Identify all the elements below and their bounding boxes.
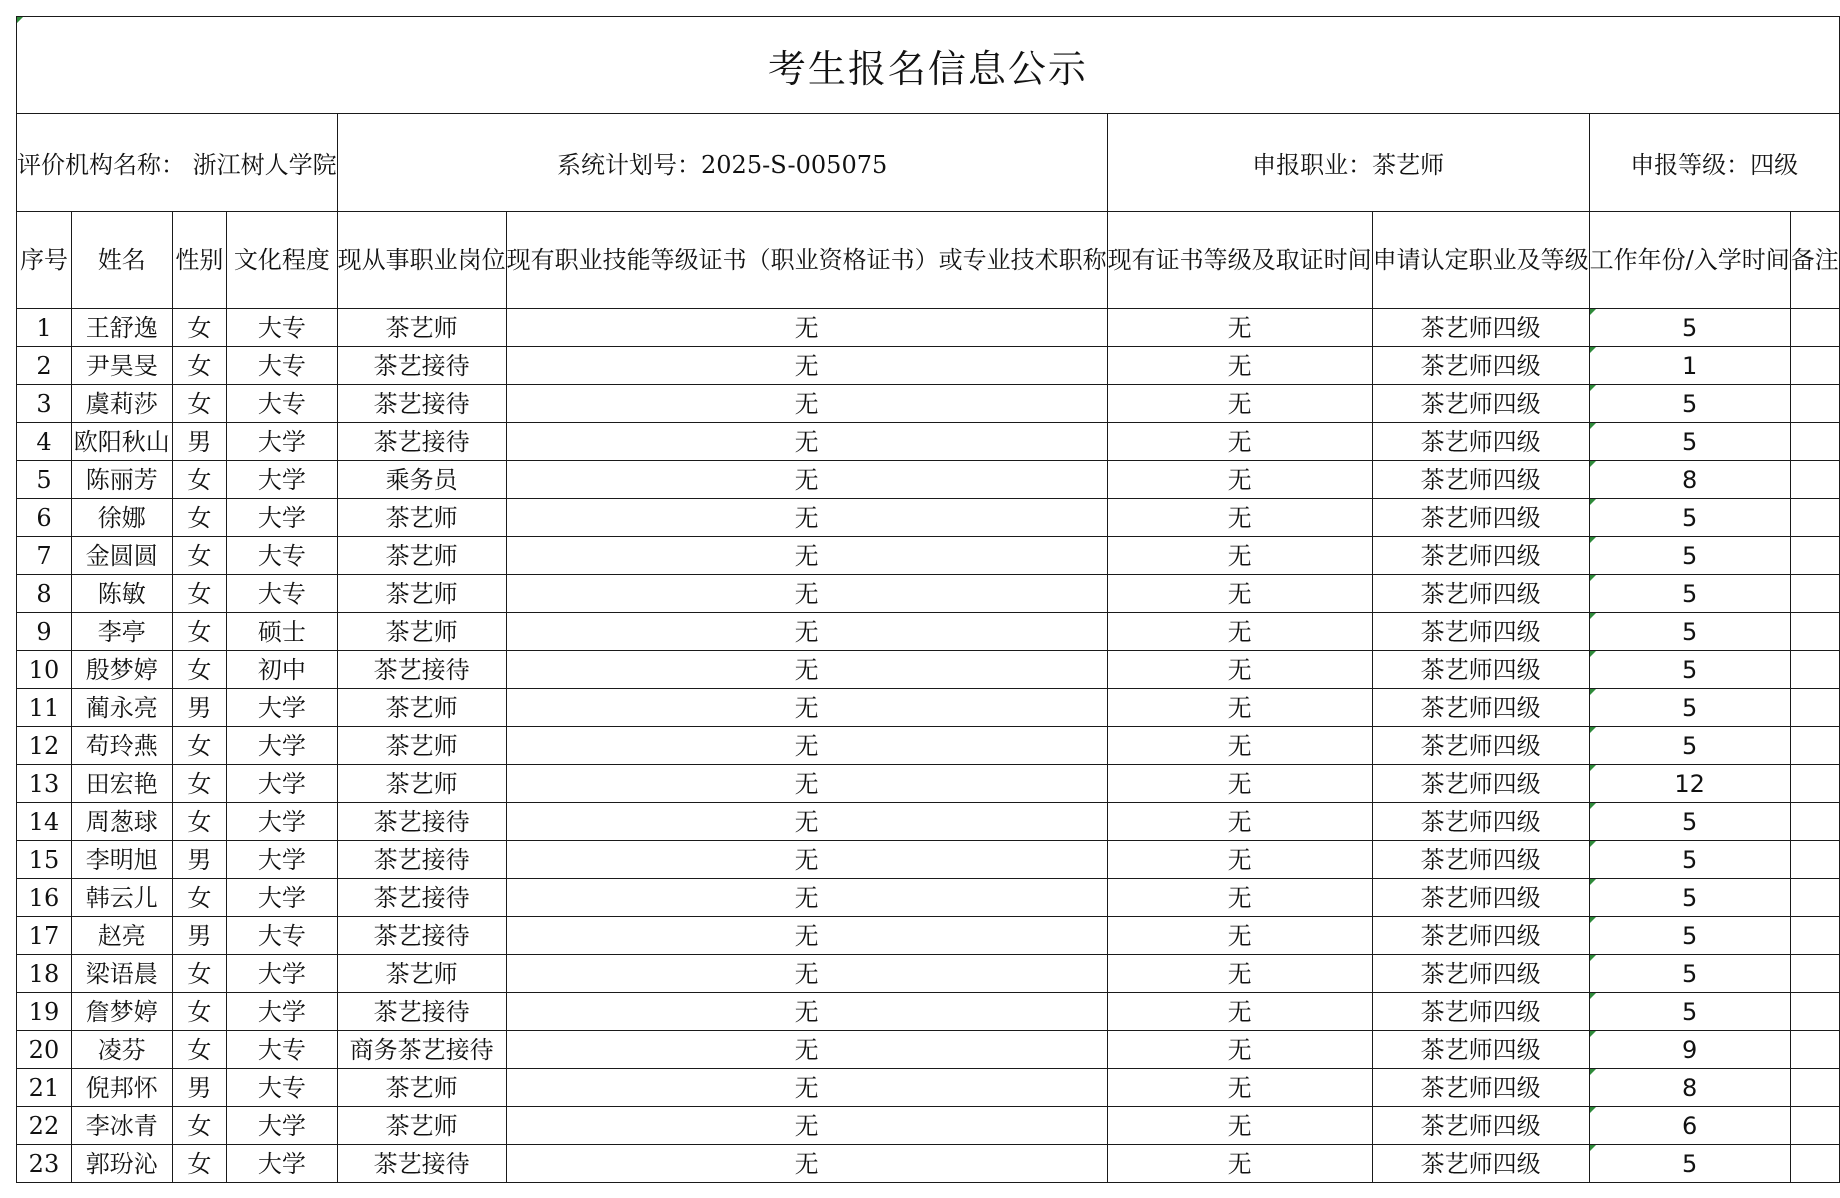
cell-education: 硕士 <box>227 613 337 651</box>
cell-existing-cert: 无 <box>506 461 1107 499</box>
cell-apply-level: 茶艺师四级 <box>1372 689 1589 727</box>
cell-seq: 21 <box>17 1069 72 1107</box>
table-row <box>17 1069 1840 1107</box>
cell-apply-level: 茶艺师四级 <box>1372 537 1589 575</box>
table-row <box>17 917 1840 955</box>
cell-work-years: 5 <box>1589 651 1790 689</box>
cell-work-years: 5 <box>1589 803 1790 841</box>
cell-cert-level-time: 无 <box>1107 499 1372 537</box>
cell-work-years: 5 <box>1589 689 1790 727</box>
cell-gender: 女 <box>172 309 227 347</box>
cell-education: 大专 <box>227 1069 337 1107</box>
cell-seq: 2 <box>17 347 72 385</box>
cell-name: 陈丽芳 <box>71 461 172 499</box>
cell-remarks <box>1790 499 1839 537</box>
cell-cert-level-time: 无 <box>1107 765 1372 803</box>
cell-cert-level-time: 无 <box>1107 461 1372 499</box>
cell-remarks <box>1790 461 1839 499</box>
cell-work-years: 5 <box>1589 727 1790 765</box>
cell-cert-level-time: 无 <box>1107 1031 1372 1069</box>
cell-seq: 8 <box>17 575 72 613</box>
cell-seq: 7 <box>17 537 72 575</box>
header-existing-cert: 现有职业技能等级证书（职业资格证书）或专业技术职称 <box>506 212 1107 309</box>
cell-current-post: 茶艺师 <box>337 1069 506 1107</box>
cell-current-post: 茶艺接待 <box>337 347 506 385</box>
cell-gender: 女 <box>172 575 227 613</box>
cell-gender: 女 <box>172 461 227 499</box>
cell-current-post: 茶艺接待 <box>337 879 506 917</box>
cell-seq: 22 <box>17 1107 72 1145</box>
level-info: 申报等级：四级 <box>1589 114 1839 212</box>
cell-education: 大学 <box>227 1145 337 1183</box>
cell-remarks <box>1790 1069 1839 1107</box>
cell-work-years: 5 <box>1589 993 1790 1031</box>
cell-cert-level-time: 无 <box>1107 309 1372 347</box>
cell-name: 凌芬 <box>71 1031 172 1069</box>
cell-work-years: 9 <box>1589 1031 1790 1069</box>
cell-work-years: 12 <box>1589 765 1790 803</box>
cell-gender: 女 <box>172 1107 227 1145</box>
header-current-post: 现从事职业岗位 <box>337 212 506 309</box>
cell-education: 大学 <box>227 423 337 461</box>
cell-remarks <box>1790 423 1839 461</box>
table-row <box>17 1107 1840 1145</box>
table-row <box>17 1145 1840 1183</box>
cell-name: 梁语晨 <box>71 955 172 993</box>
table-row <box>17 765 1840 803</box>
cell-apply-level: 茶艺师四级 <box>1372 499 1589 537</box>
cell-seq: 4 <box>17 423 72 461</box>
cell-cert-level-time: 无 <box>1107 651 1372 689</box>
cell-work-years: 6 <box>1589 1107 1790 1145</box>
cell-cert-level-time: 无 <box>1107 917 1372 955</box>
cell-name: 殷梦婷 <box>71 651 172 689</box>
cell-apply-level: 茶艺师四级 <box>1372 1069 1589 1107</box>
table-row <box>17 537 1840 575</box>
institution-info: 评价机构名称： 浙江树人学院 <box>17 114 338 212</box>
cell-current-post: 茶艺师 <box>337 955 506 993</box>
cell-apply-level: 茶艺师四级 <box>1372 1107 1589 1145</box>
cell-current-post: 茶艺师 <box>337 575 506 613</box>
cell-current-post: 茶艺师 <box>337 1107 506 1145</box>
cell-name: 詹梦婷 <box>71 993 172 1031</box>
cell-education: 大学 <box>227 461 337 499</box>
cell-existing-cert: 无 <box>506 537 1107 575</box>
header-name: 姓名 <box>71 212 172 309</box>
cell-current-post: 茶艺接待 <box>337 385 506 423</box>
header-remarks: 备注 <box>1790 212 1839 309</box>
cell-existing-cert: 无 <box>506 575 1107 613</box>
header-education: 文化程度 <box>227 212 337 309</box>
cell-existing-cert: 无 <box>506 917 1107 955</box>
cell-remarks <box>1790 879 1839 917</box>
cell-name: 李明旭 <box>71 841 172 879</box>
cell-gender: 男 <box>172 689 227 727</box>
cell-gender: 女 <box>172 993 227 1031</box>
cell-gender: 男 <box>172 1069 227 1107</box>
cell-cert-level-time: 无 <box>1107 1069 1372 1107</box>
cell-current-post: 茶艺接待 <box>337 803 506 841</box>
cell-apply-level: 茶艺师四级 <box>1372 955 1589 993</box>
cell-gender: 男 <box>172 423 227 461</box>
cell-name: 李亭 <box>71 613 172 651</box>
cell-gender: 女 <box>172 537 227 575</box>
cell-existing-cert: 无 <box>506 841 1107 879</box>
cell-name: 欧阳秋山 <box>71 423 172 461</box>
cell-education: 大学 <box>227 879 337 917</box>
cell-cert-level-time: 无 <box>1107 347 1372 385</box>
cell-apply-level: 茶艺师四级 <box>1372 575 1589 613</box>
cell-remarks <box>1790 309 1839 347</box>
cell-cert-level-time: 无 <box>1107 993 1372 1031</box>
cell-current-post: 茶艺师 <box>337 309 506 347</box>
cell-remarks <box>1790 651 1839 689</box>
cell-seq: 6 <box>17 499 72 537</box>
table-row <box>17 955 1840 993</box>
cell-current-post: 茶艺师 <box>337 689 506 727</box>
cell-seq: 13 <box>17 765 72 803</box>
cell-remarks <box>1790 803 1839 841</box>
cell-name: 金圆圆 <box>71 537 172 575</box>
cell-seq: 17 <box>17 917 72 955</box>
cell-work-years: 5 <box>1589 917 1790 955</box>
cell-current-post: 乘务员 <box>337 461 506 499</box>
cell-cert-level-time: 无 <box>1107 955 1372 993</box>
cell-seq: 14 <box>17 803 72 841</box>
cell-seq: 1 <box>17 309 72 347</box>
cell-current-post: 商务茶艺接待 <box>337 1031 506 1069</box>
cell-remarks <box>1790 917 1839 955</box>
cell-seq: 15 <box>17 841 72 879</box>
cell-existing-cert: 无 <box>506 879 1107 917</box>
cell-remarks <box>1790 1145 1839 1183</box>
cell-gender: 女 <box>172 803 227 841</box>
cell-education: 大学 <box>227 993 337 1031</box>
cell-remarks <box>1790 841 1839 879</box>
cell-cert-level-time: 无 <box>1107 689 1372 727</box>
header-cert-level-time: 现有证书等级及取证时间 <box>1107 212 1372 309</box>
cell-education: 大专 <box>227 309 337 347</box>
cell-cert-level-time: 无 <box>1107 575 1372 613</box>
cell-existing-cert: 无 <box>506 803 1107 841</box>
cell-work-years: 5 <box>1589 955 1790 993</box>
occupation-info: 申报职业：茶艺师 <box>1107 114 1589 212</box>
table-row <box>17 347 1840 385</box>
cell-name: 陈敏 <box>71 575 172 613</box>
cell-existing-cert: 无 <box>506 499 1107 537</box>
cell-education: 大学 <box>227 727 337 765</box>
cell-work-years: 5 <box>1589 423 1790 461</box>
cell-education: 大学 <box>227 1107 337 1145</box>
cell-seq: 20 <box>17 1031 72 1069</box>
cell-education: 大学 <box>227 841 337 879</box>
cell-name: 韩云儿 <box>71 879 172 917</box>
cell-remarks <box>1790 347 1839 385</box>
cell-education: 大学 <box>227 765 337 803</box>
cell-current-post: 茶艺接待 <box>337 917 506 955</box>
cell-apply-level: 茶艺师四级 <box>1372 461 1589 499</box>
cell-current-post: 茶艺接待 <box>337 841 506 879</box>
cell-existing-cert: 无 <box>506 1069 1107 1107</box>
cell-cert-level-time: 无 <box>1107 613 1372 651</box>
table-row <box>17 423 1840 461</box>
cell-cert-level-time: 无 <box>1107 727 1372 765</box>
cell-gender: 女 <box>172 955 227 993</box>
cell-apply-level: 茶艺师四级 <box>1372 765 1589 803</box>
cell-education: 大学 <box>227 955 337 993</box>
table-row <box>17 841 1840 879</box>
cell-existing-cert: 无 <box>506 309 1107 347</box>
cell-existing-cert: 无 <box>506 651 1107 689</box>
cell-existing-cert: 无 <box>506 385 1107 423</box>
cell-education: 大学 <box>227 689 337 727</box>
cell-work-years: 1 <box>1589 347 1790 385</box>
table-row <box>17 727 1840 765</box>
cell-apply-level: 茶艺师四级 <box>1372 993 1589 1031</box>
cell-apply-level: 茶艺师四级 <box>1372 309 1589 347</box>
cell-apply-level: 茶艺师四级 <box>1372 727 1589 765</box>
cell-work-years: 5 <box>1589 499 1790 537</box>
cell-name: 徐娜 <box>71 499 172 537</box>
cell-current-post: 茶艺接待 <box>337 651 506 689</box>
cell-existing-cert: 无 <box>506 689 1107 727</box>
cell-existing-cert: 无 <box>506 613 1107 651</box>
cell-name: 田宏艳 <box>71 765 172 803</box>
cell-apply-level: 茶艺师四级 <box>1372 347 1589 385</box>
registration-table <box>16 16 1840 1183</box>
cell-name: 虞莉莎 <box>71 385 172 423</box>
cell-apply-level: 茶艺师四级 <box>1372 613 1589 651</box>
cell-cert-level-time: 无 <box>1107 1145 1372 1183</box>
cell-apply-level: 茶艺师四级 <box>1372 841 1589 879</box>
cell-existing-cert: 无 <box>506 347 1107 385</box>
header-gender: 性别 <box>172 212 227 309</box>
header-work-years: 工作年份/入学时间 <box>1589 212 1790 309</box>
cell-gender: 女 <box>172 765 227 803</box>
cell-remarks <box>1790 537 1839 575</box>
cell-cert-level-time: 无 <box>1107 803 1372 841</box>
cell-seq: 3 <box>17 385 72 423</box>
cell-name: 赵亮 <box>71 917 172 955</box>
cell-apply-level: 茶艺师四级 <box>1372 879 1589 917</box>
cell-existing-cert: 无 <box>506 1107 1107 1145</box>
header-apply-level: 申请认定职业及等级 <box>1372 212 1589 309</box>
cell-gender: 女 <box>172 499 227 537</box>
cell-education: 大学 <box>227 803 337 841</box>
cell-remarks <box>1790 727 1839 765</box>
cell-existing-cert: 无 <box>506 955 1107 993</box>
cell-seq: 11 <box>17 689 72 727</box>
cell-cert-level-time: 无 <box>1107 537 1372 575</box>
cell-name: 苟玲燕 <box>71 727 172 765</box>
cell-existing-cert: 无 <box>506 765 1107 803</box>
cell-work-years: 5 <box>1589 575 1790 613</box>
cell-apply-level: 茶艺师四级 <box>1372 651 1589 689</box>
cell-existing-cert: 无 <box>506 727 1107 765</box>
cell-gender: 女 <box>172 1031 227 1069</box>
cell-gender: 女 <box>172 879 227 917</box>
cell-gender: 女 <box>172 1145 227 1183</box>
table-row <box>17 651 1840 689</box>
page-title: 考生报名信息公示 <box>17 17 1840 114</box>
cell-apply-level: 茶艺师四级 <box>1372 385 1589 423</box>
cell-education: 大专 <box>227 1031 337 1069</box>
cell-gender: 女 <box>172 385 227 423</box>
cell-work-years: 5 <box>1589 537 1790 575</box>
cell-remarks <box>1790 689 1839 727</box>
cell-current-post: 茶艺师 <box>337 613 506 651</box>
cell-seq: 19 <box>17 993 72 1031</box>
cell-current-post: 茶艺师 <box>337 727 506 765</box>
cell-existing-cert: 无 <box>506 1031 1107 1069</box>
cell-remarks <box>1790 1107 1839 1145</box>
cell-current-post: 茶艺师 <box>337 499 506 537</box>
cell-education: 大专 <box>227 917 337 955</box>
cell-work-years: 5 <box>1589 309 1790 347</box>
cell-gender: 男 <box>172 917 227 955</box>
cell-current-post: 茶艺师 <box>337 765 506 803</box>
table-row <box>17 613 1840 651</box>
cell-gender: 女 <box>172 613 227 651</box>
table-row <box>17 1031 1840 1069</box>
cell-education: 大专 <box>227 575 337 613</box>
table-row <box>17 309 1840 347</box>
cell-remarks <box>1790 385 1839 423</box>
cell-apply-level: 茶艺师四级 <box>1372 917 1589 955</box>
cell-work-years: 8 <box>1589 461 1790 499</box>
cell-seq: 12 <box>17 727 72 765</box>
cell-work-years: 5 <box>1589 879 1790 917</box>
cell-apply-level: 茶艺师四级 <box>1372 1031 1589 1069</box>
table-row <box>17 689 1840 727</box>
cell-cert-level-time: 无 <box>1107 1107 1372 1145</box>
cell-name: 周葱球 <box>71 803 172 841</box>
table-row <box>17 879 1840 917</box>
cell-seq: 9 <box>17 613 72 651</box>
cell-seq: 23 <box>17 1145 72 1183</box>
table-row <box>17 385 1840 423</box>
cell-seq: 16 <box>17 879 72 917</box>
cell-education: 大学 <box>227 499 337 537</box>
cell-education: 大专 <box>227 537 337 575</box>
cell-work-years: 5 <box>1589 1145 1790 1183</box>
cell-remarks <box>1790 613 1839 651</box>
cell-work-years: 5 <box>1589 613 1790 651</box>
cell-name: 王舒逸 <box>71 309 172 347</box>
cell-seq: 5 <box>17 461 72 499</box>
cell-cert-level-time: 无 <box>1107 841 1372 879</box>
cell-apply-level: 茶艺师四级 <box>1372 803 1589 841</box>
table-row <box>17 499 1840 537</box>
cell-name: 郭玢沁 <box>71 1145 172 1183</box>
cell-existing-cert: 无 <box>506 1145 1107 1183</box>
cell-education: 大专 <box>227 347 337 385</box>
cell-gender: 男 <box>172 841 227 879</box>
cell-education: 初中 <box>227 651 337 689</box>
table-row <box>17 575 1840 613</box>
cell-name: 倪邦怀 <box>71 1069 172 1107</box>
cell-remarks <box>1790 955 1839 993</box>
cell-education: 大专 <box>227 385 337 423</box>
cell-remarks <box>1790 993 1839 1031</box>
cell-current-post: 茶艺接待 <box>337 423 506 461</box>
cell-apply-level: 茶艺师四级 <box>1372 1145 1589 1183</box>
cell-remarks <box>1790 765 1839 803</box>
cell-current-post: 茶艺接待 <box>337 1145 506 1183</box>
cell-gender: 女 <box>172 727 227 765</box>
cell-seq: 18 <box>17 955 72 993</box>
cell-current-post: 茶艺师 <box>337 537 506 575</box>
table-row <box>17 993 1840 1031</box>
cell-remarks <box>1790 575 1839 613</box>
cell-gender: 女 <box>172 651 227 689</box>
cell-work-years: 5 <box>1589 841 1790 879</box>
cell-work-years: 8 <box>1589 1069 1790 1107</box>
header-seq: 序号 <box>17 212 72 309</box>
cell-work-years: 5 <box>1589 385 1790 423</box>
cell-seq: 10 <box>17 651 72 689</box>
table-row <box>17 803 1840 841</box>
cell-current-post: 茶艺接待 <box>337 993 506 1031</box>
plan-number-info: 系统计划号：2025-S-005075 <box>337 114 1107 212</box>
cell-name: 李冰青 <box>71 1107 172 1145</box>
cell-apply-level: 茶艺师四级 <box>1372 423 1589 461</box>
cell-cert-level-time: 无 <box>1107 879 1372 917</box>
cell-name: 蔺永亮 <box>71 689 172 727</box>
table-row <box>17 461 1840 499</box>
cell-name: 尹昊旻 <box>71 347 172 385</box>
cell-existing-cert: 无 <box>506 993 1107 1031</box>
cell-existing-cert: 无 <box>506 423 1107 461</box>
cell-cert-level-time: 无 <box>1107 423 1372 461</box>
cell-remarks <box>1790 1031 1839 1069</box>
cell-gender: 女 <box>172 347 227 385</box>
cell-cert-level-time: 无 <box>1107 385 1372 423</box>
